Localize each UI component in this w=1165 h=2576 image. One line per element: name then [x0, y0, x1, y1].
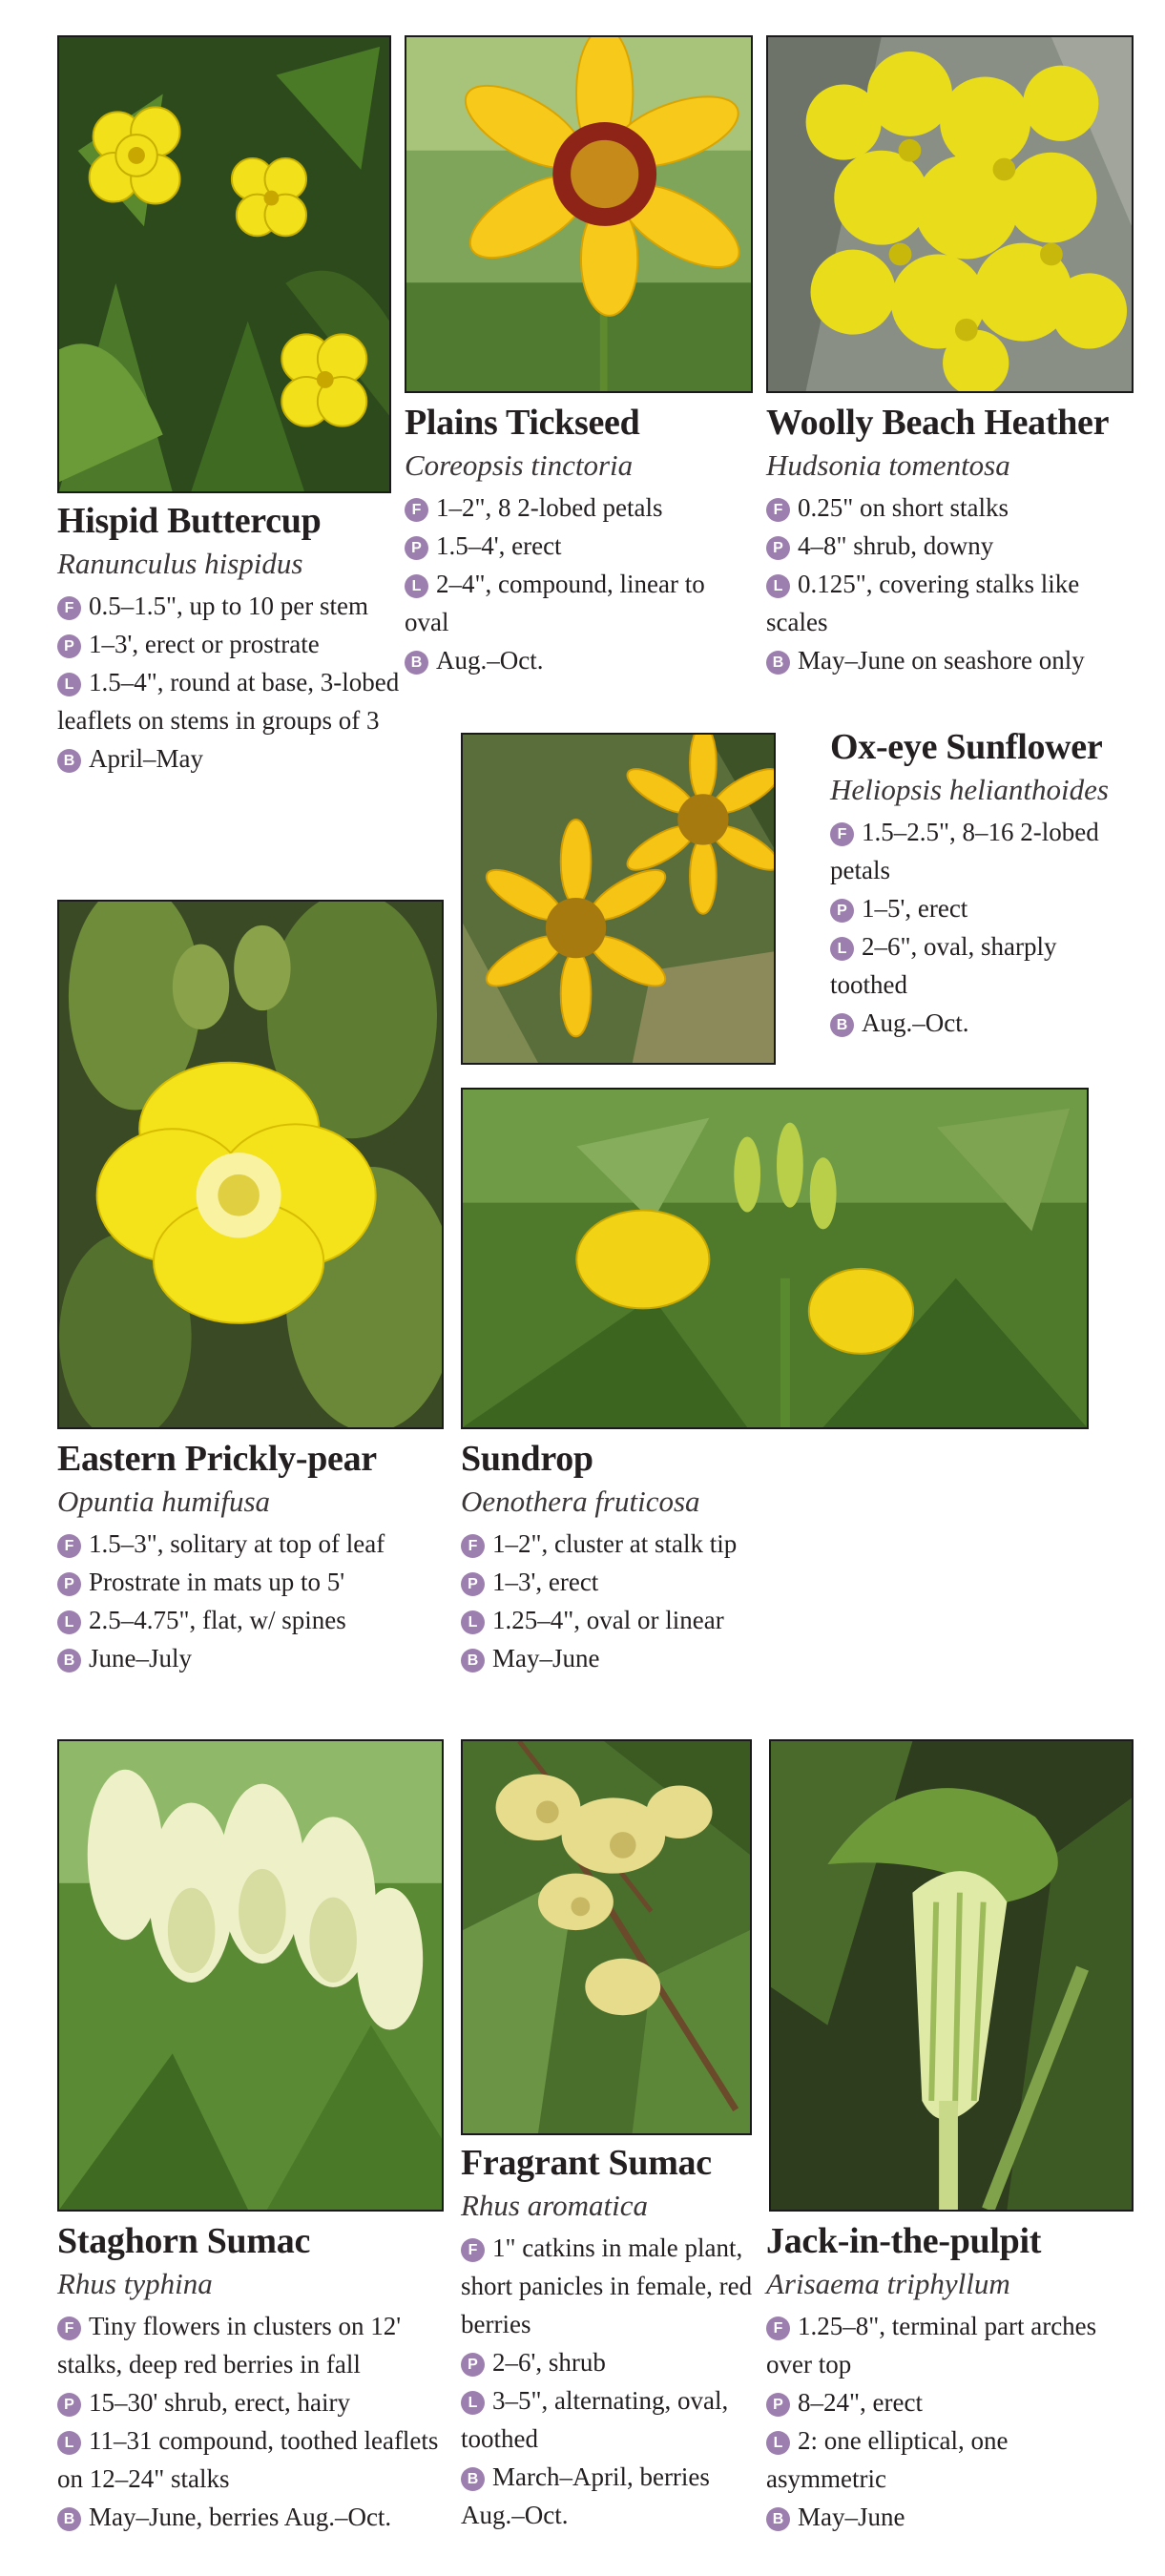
plant-text: 15–30' shrub, erect, hairy [89, 2388, 351, 2417]
flower-row [461, 1525, 776, 1563]
plant-row [57, 2383, 444, 2421]
flower-label-icon: F [461, 2238, 485, 2262]
plant-name: Plains Tickseed [405, 403, 640, 443]
bloom-label-icon: B [766, 2507, 790, 2531]
plant-text: 1–3', erect [492, 1568, 599, 1596]
bloom-label-icon: B [405, 651, 428, 675]
plant-text: 4–8" shrub, downy [798, 531, 994, 560]
leaf-row [405, 565, 734, 641]
flower-label-icon: F [830, 822, 854, 846]
plant-name: Staghorn Sumac [57, 2221, 311, 2261]
fragrant-sumac-photo [461, 1739, 752, 2135]
flower-text: 1.5–3", solitary at top of leaf [89, 1529, 385, 1558]
bloom-row [57, 1639, 458, 1677]
plains-tickseed-photo [405, 35, 753, 393]
flower-text: 1–2", cluster at stalk tip [492, 1529, 738, 1558]
leaf-label-icon: L [57, 1610, 81, 1634]
flower-row [57, 587, 410, 625]
bloom-row [461, 1639, 776, 1677]
flower-row [405, 488, 734, 527]
woolly-beach-heather-photo [766, 35, 1134, 393]
flower-row [830, 813, 1135, 889]
scientific-name: Rhus aromatica [461, 2189, 649, 2222]
plant-text: 1–5', erect [862, 894, 968, 923]
flower-label-icon: F [766, 498, 790, 522]
leaf-text: 1.5–4", round at base, 3-lobed leaflets on stems in groups of 3 [57, 668, 400, 735]
scientific-name: Ranunculus hispidus [57, 547, 303, 580]
bloom-row [57, 739, 410, 778]
flower-label-icon: F [57, 596, 81, 620]
leaf-label-icon: L [57, 2431, 81, 2455]
scientific-name: Hudsonia tomentosa [766, 448, 1010, 482]
plant-row [57, 625, 410, 663]
leaf-label-icon: L [830, 937, 854, 961]
bloom-text: March–April, berries Aug.–Oct. [461, 2462, 710, 2529]
plant-label-icon: P [766, 536, 790, 560]
scientific-name: Heliopsis helianthoides [830, 773, 1109, 806]
leaf-row [57, 1601, 458, 1639]
staghorn-sumac-photo [57, 1739, 444, 2212]
flower-row [461, 2229, 757, 2343]
bloom-label-icon: B [57, 2507, 81, 2531]
eastern-prickly-pear-entry [57, 1437, 458, 1677]
leaf-label-icon: L [405, 574, 428, 598]
plant-name: Woolly Beach Heather [766, 403, 1110, 443]
woolly-beach-heather-entry [766, 401, 1134, 679]
leaf-text: 2.5–4.75", flat, w/ spines [89, 1606, 346, 1634]
plant-label-icon: P [461, 2353, 485, 2377]
jack-in-the-pulpit-photo [769, 1739, 1134, 2212]
plant-name: Jack-in-the-pulpit [766, 2221, 1042, 2261]
plant-text: 1.5–4', erect [436, 531, 562, 560]
plant-row [461, 1563, 776, 1601]
bloom-row [766, 641, 1134, 679]
eastern-prickly-pear-photo [57, 900, 444, 1429]
plant-row [57, 1563, 458, 1601]
bloom-row [405, 641, 734, 679]
plant-name: Fragrant Sumac [461, 2143, 712, 2183]
leaf-row [461, 1601, 776, 1639]
plant-name: Sundrop [461, 1439, 593, 1479]
leaf-text: 1.25–4", oval or linear [492, 1606, 724, 1634]
bloom-label-icon: B [830, 1013, 854, 1037]
bloom-text: Aug.–Oct. [862, 1008, 969, 1037]
flower-label-icon: F [766, 2316, 790, 2340]
leaf-row [766, 2421, 1134, 2498]
flower-row [57, 1525, 458, 1563]
bloom-row [766, 2498, 1134, 2536]
hispid-buttercup-photo [57, 35, 391, 493]
bloom-text: April–May [89, 744, 203, 773]
leaf-row [461, 2381, 757, 2458]
plant-label-icon: P [766, 2393, 790, 2417]
leaf-row [57, 2421, 444, 2498]
bloom-text: June–July [89, 1644, 192, 1672]
flower-label-icon: F [405, 498, 428, 522]
sundrop-entry [461, 1437, 776, 1677]
leaf-label-icon: L [57, 673, 81, 696]
fragrant-sumac-entry [461, 2141, 757, 2534]
plant-text: Prostrate in mats up to 5' [89, 1568, 345, 1596]
plant-label-icon: P [461, 1572, 485, 1596]
bloom-row [830, 1004, 1135, 1042]
scientific-name: Rhus typhina [57, 2267, 213, 2300]
leaf-text: 11–31 compound, toothed leaflets on 12–24" stalks [57, 2426, 439, 2493]
plant-row [766, 527, 1134, 565]
bloom-row [57, 2498, 444, 2536]
flower-label-icon: F [57, 2316, 81, 2340]
bloom-label-icon: B [57, 749, 81, 773]
leaf-label-icon: L [766, 574, 790, 598]
ox-eye-sunflower-photo [461, 733, 776, 1065]
plant-name: Ox-eye Sunflower [830, 727, 1103, 767]
flower-label-icon: F [461, 1534, 485, 1558]
scientific-name: Arisaema triphyllum [766, 2267, 1010, 2300]
plant-row [461, 2343, 757, 2381]
flower-text: 1.25–8", terminal part arches over top [766, 2312, 1097, 2379]
sundrop-photo [461, 1088, 1089, 1429]
scientific-name: Oenothera fruticosa [461, 1485, 700, 1518]
flower-row [766, 2307, 1134, 2383]
bloom-label-icon: B [57, 1649, 81, 1672]
jack-in-the-pulpit-entry [766, 2219, 1134, 2536]
leaf-text: 2: one elliptical, one asymmetric [766, 2426, 1009, 2493]
scientific-name: Opuntia humifusa [57, 1485, 271, 1518]
plant-label-icon: P [57, 634, 81, 658]
bloom-text: May–June, berries Aug.–Oct. [89, 2503, 392, 2531]
plant-label-icon: P [830, 899, 854, 923]
plant-label-icon: P [57, 2393, 81, 2417]
leaf-text: 3–5", alternating, oval, toothed [461, 2386, 729, 2453]
plant-label-icon: P [57, 1572, 81, 1596]
bloom-text: May–June on seashore only [798, 646, 1085, 675]
bloom-label-icon: B [461, 1649, 485, 1672]
plant-row [830, 889, 1135, 927]
flower-text: 0.5–1.5", up to 10 per stem [89, 592, 368, 620]
plant-row [405, 527, 734, 565]
hispid-buttercup-entry [57, 499, 410, 778]
leaf-label-icon: L [766, 2431, 790, 2455]
bloom-row [461, 2458, 757, 2534]
plant-text: 8–24", erect [798, 2388, 923, 2417]
plant-row [766, 2383, 1134, 2421]
plant-label-icon: P [405, 536, 428, 560]
leaf-label-icon: L [461, 2391, 485, 2415]
flower-text: 1–2", 8 2-lobed petals [436, 493, 663, 522]
leaf-label-icon: L [461, 1610, 485, 1634]
staghorn-sumac-entry [57, 2219, 444, 2536]
flower-row [57, 2307, 444, 2383]
flower-text: Tiny flowers in clusters on 12' stalks, deep red berries in fall [57, 2312, 402, 2379]
flower-row [766, 488, 1134, 527]
flower-label-icon: F [57, 1534, 81, 1558]
leaf-text: 2–6", oval, sharply toothed [830, 932, 1057, 999]
bloom-label-icon: B [766, 651, 790, 675]
flower-text: 1" catkins in male plant, short panicles in female, red berries [461, 2233, 753, 2338]
ox-eye-sunflower-entry [830, 725, 1135, 1042]
bloom-label-icon: B [461, 2467, 485, 2491]
leaf-text: 2–4", compound, linear to oval [405, 570, 705, 636]
leaf-text: 0.125", covering stalks like scales [766, 570, 1080, 636]
bloom-text: May–June [492, 1644, 600, 1672]
plant-name: Eastern Prickly-pear [57, 1439, 377, 1479]
flower-text: 1.5–2.5", 8–16 2-lobed petals [830, 818, 1099, 884]
scientific-name: Coreopsis tinctoria [405, 448, 634, 482]
flower-text: 0.25" on short stalks [798, 493, 1009, 522]
leaf-row [766, 565, 1134, 641]
bloom-text: Aug.–Oct. [436, 646, 544, 675]
leaf-row [57, 663, 410, 739]
plant-name: Hispid Buttercup [57, 501, 322, 541]
bloom-text: May–June [798, 2503, 905, 2531]
plant-text: 1–3', erect or prostrate [89, 630, 320, 658]
leaf-row [830, 927, 1135, 1004]
plant-text: 2–6', shrub [492, 2348, 606, 2377]
plains-tickseed-entry [405, 401, 734, 679]
